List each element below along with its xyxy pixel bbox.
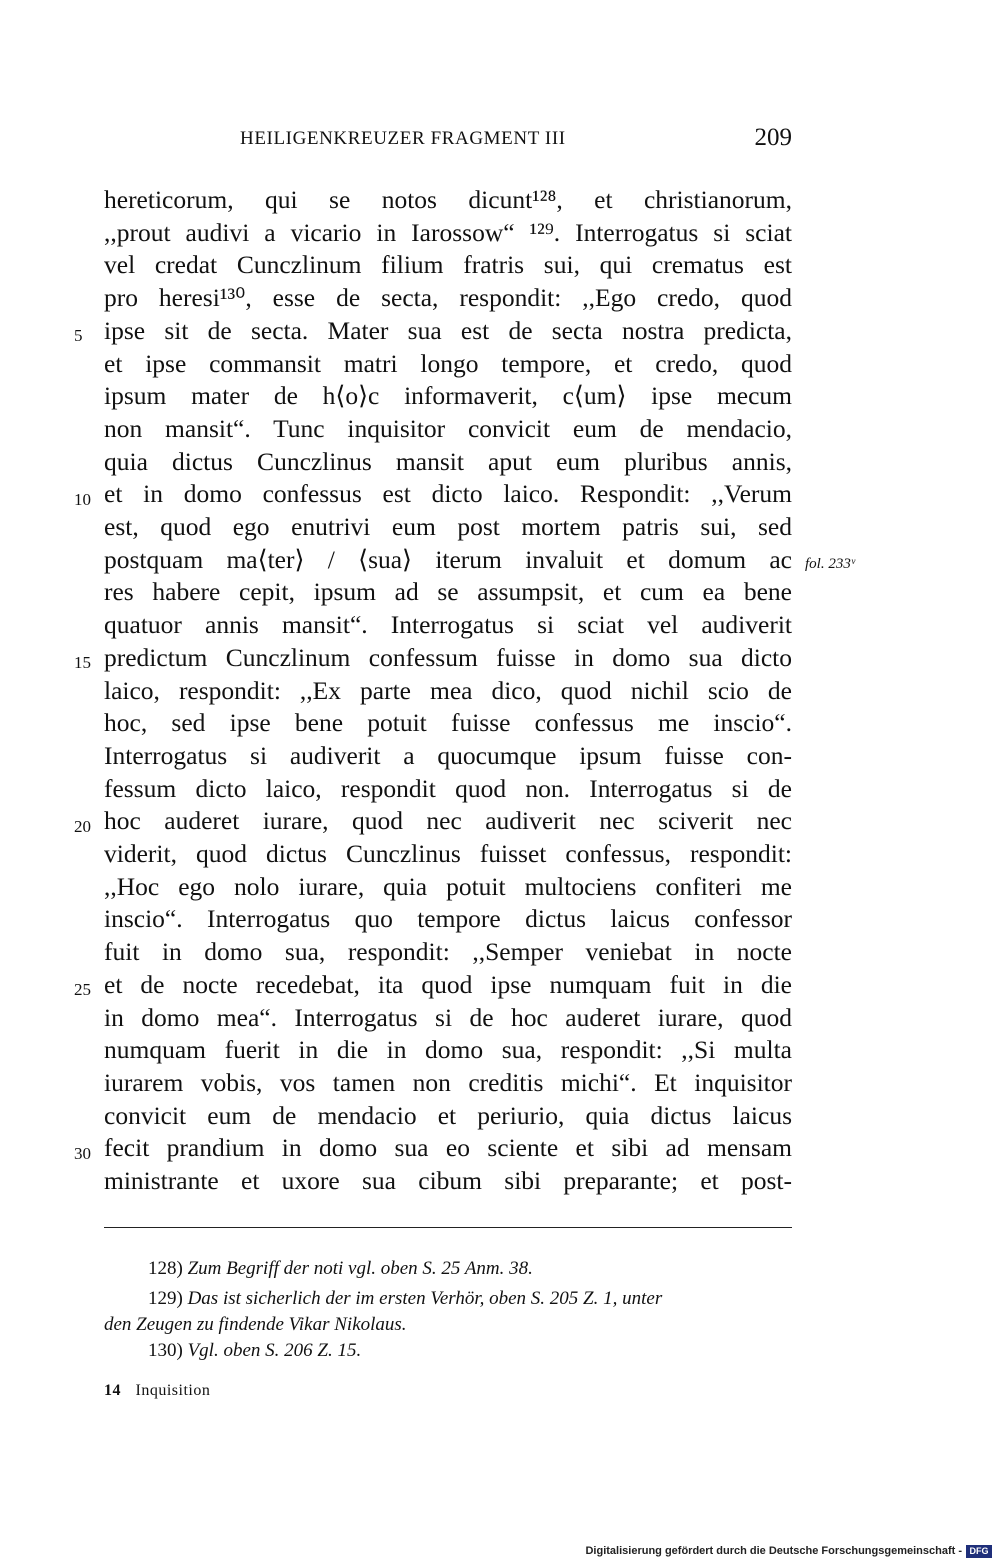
text-line: fuit in domo sua, respondit: ,,Semper veniebat in nocte bbox=[104, 937, 792, 967]
footnote-text: Zum Begriff der noti vgl. oben S. 25 Anm. 38. bbox=[187, 1258, 533, 1279]
text-line: viderit, quod dictus Cunczlinus fuisset confessus, respondit: bbox=[104, 839, 792, 868]
footnote bbox=[104, 1340, 792, 1362]
text-line: et in domo confessus est dicto laico. Respondit: ,,Verum bbox=[104, 479, 792, 509]
text-line: iurarem vobis, vos tamen non creditis michi“. Et inquisitor bbox=[104, 1067, 792, 1097]
folio-marginal-note: fol. 233ᵛ bbox=[805, 556, 856, 572]
line-number: 5 bbox=[74, 326, 83, 345]
footnote-number: 128) bbox=[148, 1258, 183, 1279]
text-line: ,,prout audivi a vicario in Iarossow“ ¹²⁹. Interrogatus si sciat bbox=[104, 217, 792, 247]
printer-signature bbox=[104, 1382, 210, 1400]
text-line: hoc, sed ipse bene potuit fuisse confessus me inscio“. bbox=[104, 708, 792, 738]
text-line: non mansit“. Tunc inquisitor convicit eum de mendacio, bbox=[104, 413, 792, 443]
text-line: et ipse commansit matri longo tempore, et credo, quod bbox=[104, 348, 792, 378]
text-line: res habere cepit, ipsum ad se assumpsit, et cum ea bene bbox=[104, 577, 792, 607]
text-line: Interrogatus si audiverit a quocumque ipsum fuisse con- bbox=[104, 740, 792, 770]
footnote bbox=[104, 1258, 792, 1280]
line-number: 15 bbox=[74, 653, 91, 672]
text-line: vel credat Cunczlinum filium fratris sui, qui crematus est bbox=[104, 250, 792, 280]
line-number: 25 bbox=[74, 980, 91, 999]
text-line: postquam ma⟨ter⟩ / ⟨sua⟩ iterum invaluit et domum ac bbox=[104, 544, 792, 574]
text-line: est, quod ego enutrivi eum post mortem patris sui, sed bbox=[104, 512, 792, 541]
footnote-text: den Zeugen zu findende Vikar Nikolaus. bbox=[104, 1314, 407, 1335]
text-line: hoc auderet iurare, quod nec audiverit nec sciverit nec bbox=[104, 806, 792, 836]
text-line: ipse sit de secta. Mater sua est de secta nostra predicta, bbox=[104, 315, 792, 345]
digitization-note: Digitalisierung gefördert durch die Deutsche Forschungsgemeinschaft - bbox=[585, 1545, 962, 1557]
text-line: hereticorum, qui se notos dicunt¹²⁸, et christianorum, bbox=[104, 185, 792, 214]
text-line: et de nocte recedebat, ita quod ipse numquam fuit in die bbox=[104, 969, 792, 999]
footnote-number: 130) bbox=[148, 1340, 183, 1361]
page-number: 209 bbox=[754, 124, 792, 151]
text-line: ipsum mater de h⟨o⟩c informaverit, c⟨um⟩ ipse mecum bbox=[104, 381, 792, 411]
text-line: quatuor annis mansit“. Interrogatus si sciat vel audiverit bbox=[104, 610, 792, 640]
text-line: fessum dicto laico, respondit quod non. Interrogatus si de bbox=[104, 773, 792, 803]
line-number: 30 bbox=[74, 1143, 91, 1163]
dfg-logo-icon: DFG bbox=[966, 1545, 992, 1558]
running-title: HEILIGENKREUZER FRAGMENT III bbox=[240, 128, 566, 149]
signature-label: Inquisition bbox=[135, 1382, 211, 1399]
text-line: predictum Cunczlinum confessum fuisse in domo sua dicto bbox=[104, 642, 792, 672]
footnote-text: Vgl. oben S. 206 Z. 15. bbox=[187, 1340, 362, 1361]
text-line: laico, respondit: ,,Ex parte mea dico, quod nichil scio de bbox=[104, 675, 792, 705]
footnote-continuation bbox=[104, 1314, 792, 1336]
footnote bbox=[104, 1288, 792, 1310]
footnote-text: Das ist sicherlich der im ersten Verhör, oben S. 205 Z. 1, unter bbox=[187, 1288, 663, 1309]
running-header bbox=[240, 124, 792, 158]
text-line: ,,Hoc ego nolo iurare, quia potuit multociens confiteri me bbox=[104, 871, 792, 901]
line-number: 10 bbox=[74, 489, 91, 509]
text-line: quia dictus Cunczlinus mansit aput eum pluribus annis, bbox=[104, 446, 792, 476]
text-line: pro heresi¹³⁰, esse de secta, respondit: ,,Ego credo, quod bbox=[104, 283, 792, 313]
text-line: in domo mea“. Interrogatus si de hoc auderet iurare, quod bbox=[104, 1002, 792, 1032]
text-line: inscio“. Interrogatus quo tempore dictus laicus confessor bbox=[104, 904, 792, 934]
signature-number: 14 bbox=[104, 1382, 121, 1399]
footnote-separator bbox=[104, 1227, 792, 1228]
text-line: convicit eum de mendacio et periurio, quia dictus laicus bbox=[104, 1100, 792, 1130]
text-line: ministrante et uxore sua cibum sibi preparante; et post- bbox=[104, 1166, 792, 1195]
text-line: fecit prandium in domo sua eo sciente et sibi ad mensam bbox=[104, 1133, 792, 1163]
line-number: 20 bbox=[74, 816, 91, 836]
text-line: numquam fuerit in die in domo sua, respondit: ,,Si multa bbox=[104, 1035, 792, 1065]
footnote-number: 129) bbox=[148, 1288, 183, 1309]
